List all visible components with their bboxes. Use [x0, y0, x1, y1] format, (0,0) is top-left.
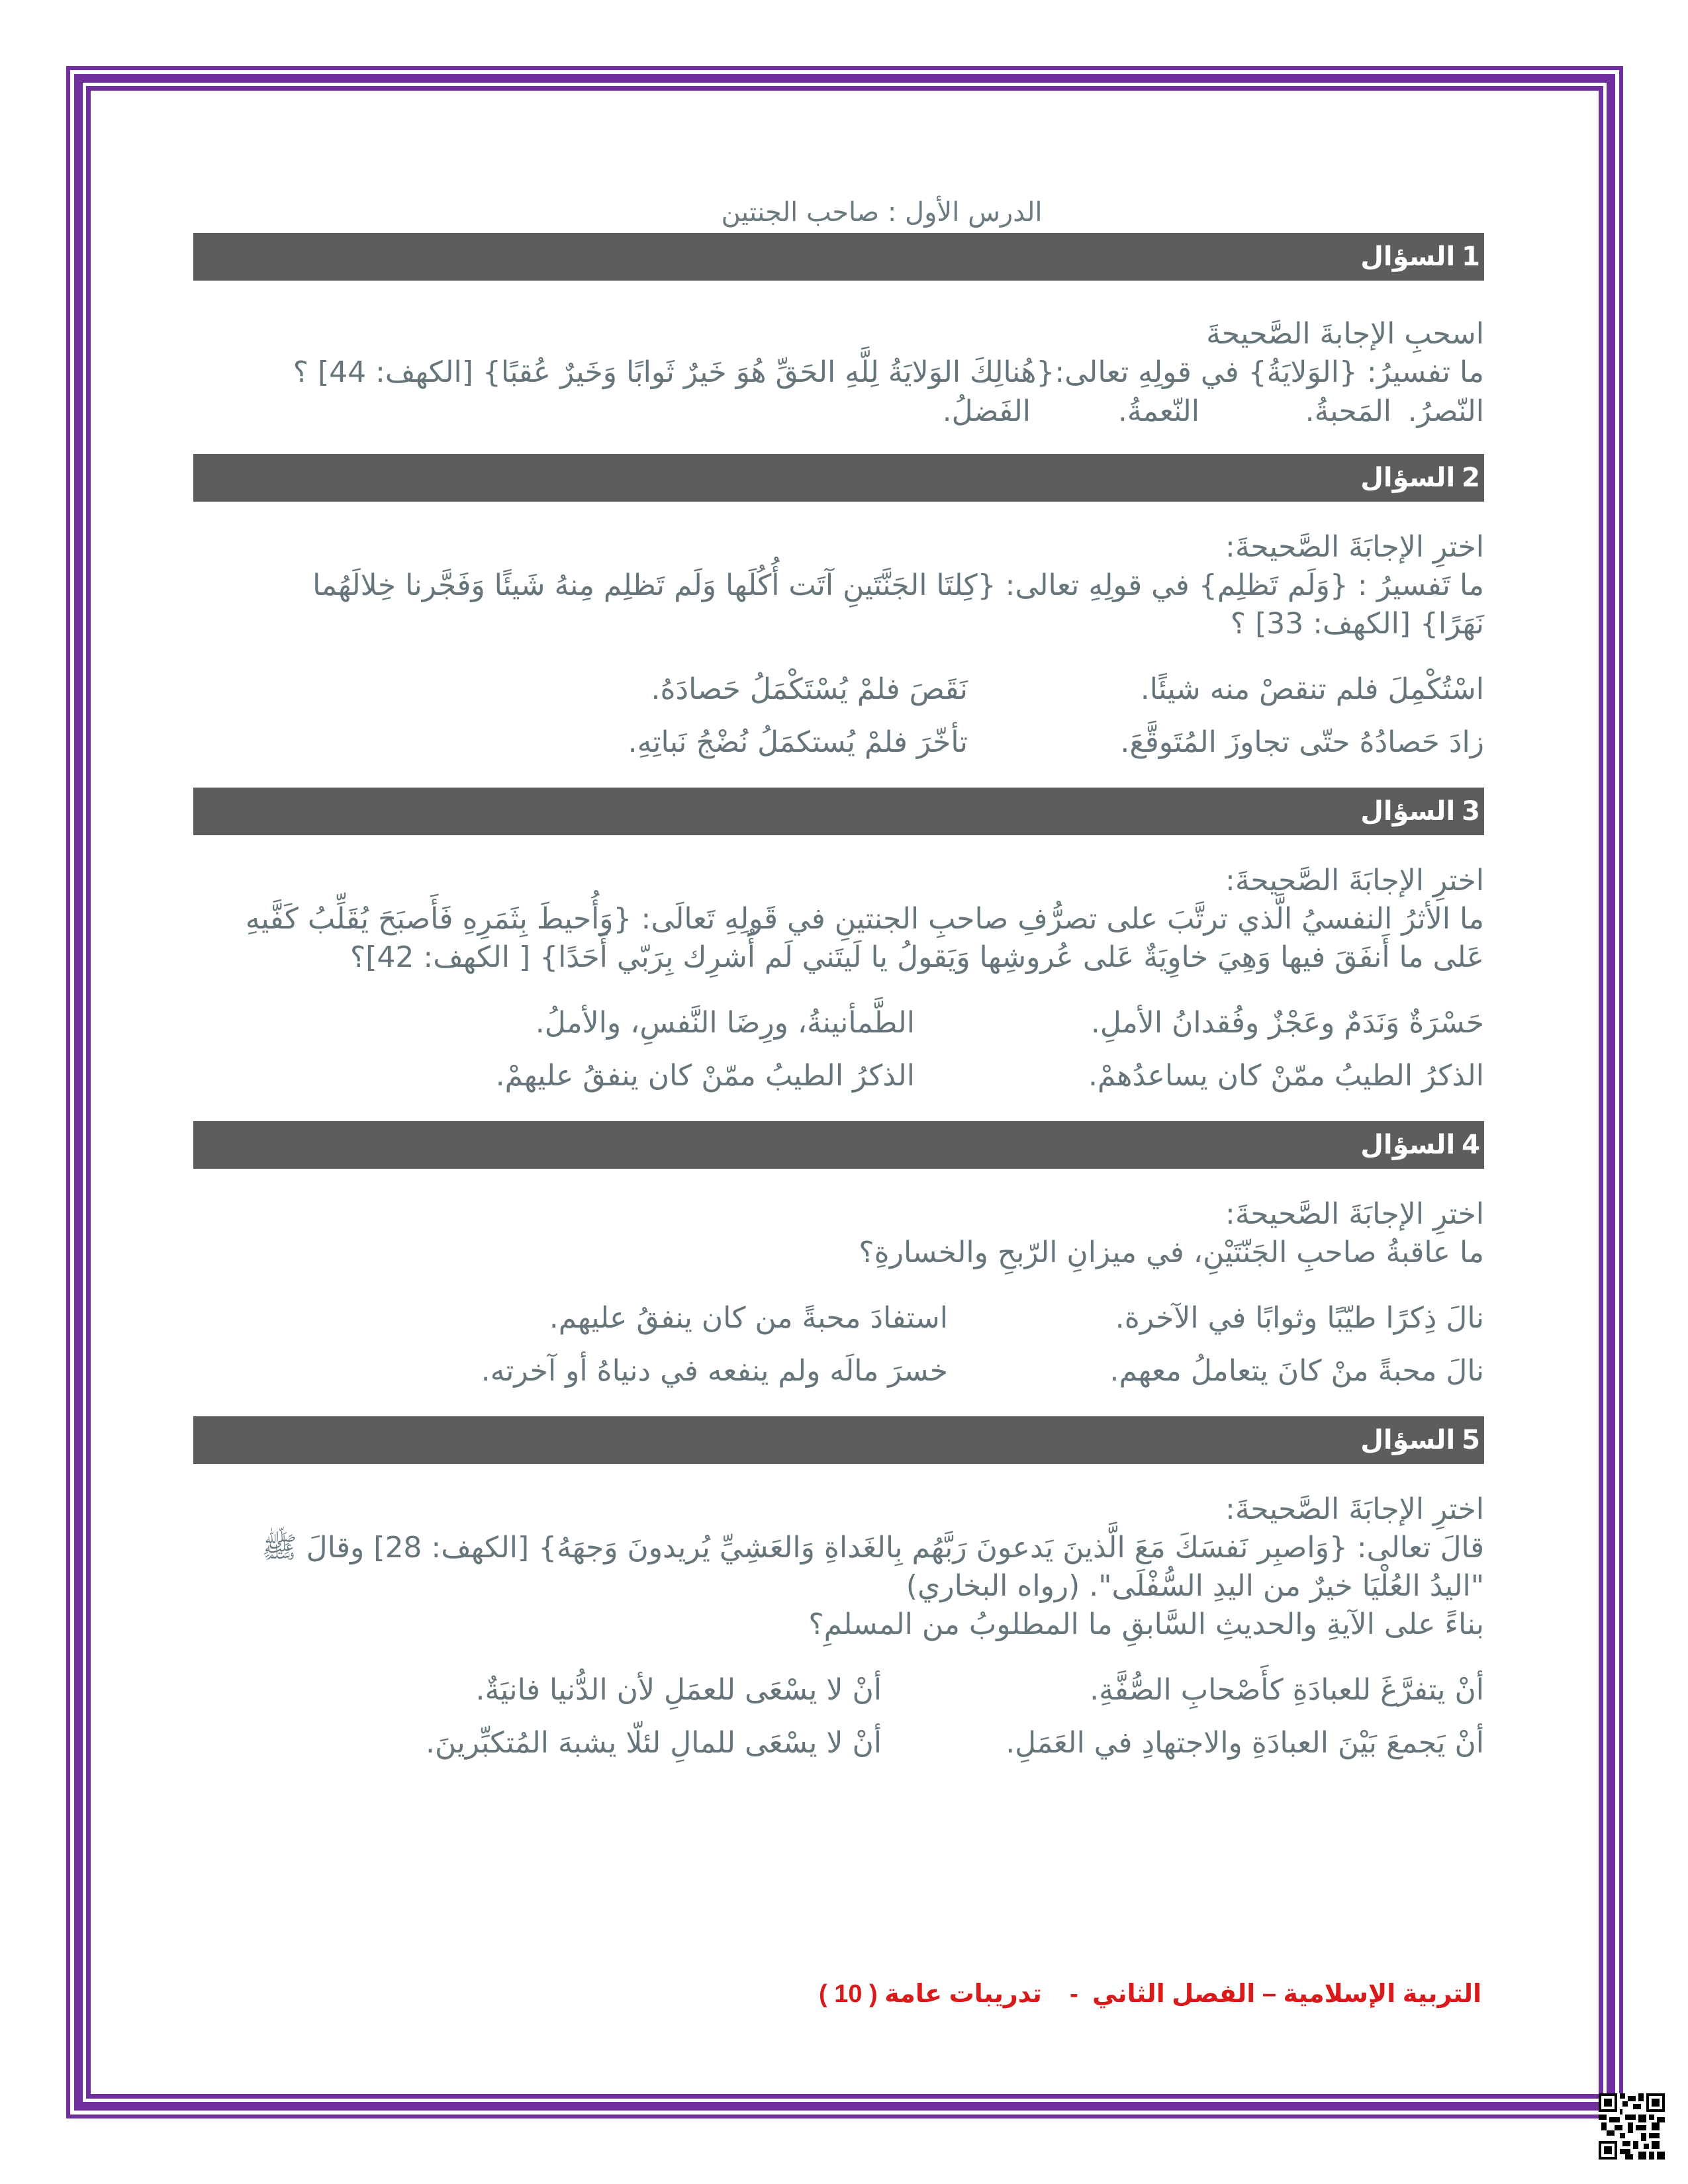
stem-line: "اليدُ العُلْيَا خيرٌ من اليدِ السُّفْلَى". (رواه البخاري) — [906, 1569, 1484, 1603]
answer-options — [193, 1003, 1484, 1096]
question-stem — [193, 353, 1484, 392]
answer-option[interactable]: نالَ ذِكرًا طيّبًا وثوابًا في الآخرة. — [1115, 1301, 1484, 1335]
answer-option[interactable]: أنْ لا يسْعَى للمالِ لئلّا يشبهَ المُتكبِّرينَ. — [426, 1726, 882, 1760]
question-header — [193, 454, 1484, 502]
answer-options — [193, 1298, 1484, 1391]
qr-code-icon[interactable] — [1599, 2093, 1665, 2160]
question-4 — [193, 1121, 1484, 1391]
stem-line: نَهَرًا} [الكهف: 33] ؟ — [1230, 607, 1484, 641]
stem-line: ما تَفسيرُ : {وَلَم تَظلِم} في قولِهِ تعالى: {كِلتَا الجَنَّتَينِ آتَت أُكُلَها وَلَم تَظلِم مِنهُ شَيئًا وَفَجَّرنا خِلالَهُما — [312, 569, 1484, 602]
answer-option[interactable]: اسْتُكْمِلَ فلم تنقصْ منه شيئًا. — [1140, 672, 1484, 706]
question-label: السؤال — [1360, 242, 1456, 272]
stem-line: ما الأثرُ النفسيُ الَّذي ترتَّبَ على تصرُّفِ صاحبِ الجنتينِ في قَولِهِ تَعالَى: {وَأُحيطَ بِثَمَرِهِ فَأَصبَحَ يُقَلِّبُ كَفَّيهِ — [245, 902, 1484, 936]
answer-options — [193, 670, 1484, 762]
draggable-options — [193, 392, 1484, 432]
question-3 — [193, 788, 1484, 1096]
question-header — [193, 1121, 1484, 1169]
answer-option[interactable]: زادَ حَصادُهُ حتّى تجاوزَ المُتَوقَّعَ. — [1120, 725, 1484, 759]
question-instruction: اخترِ الإجابَةَ الصَّحيحةَ: — [1225, 530, 1484, 564]
question-stem — [193, 567, 1484, 643]
question-instruction: اخترِ الإجابَةَ الصَّحيحةَ: — [1225, 864, 1484, 897]
question-number: 5 — [1462, 1425, 1480, 1455]
answer-options — [193, 1670, 1484, 1763]
option-draggable[interactable]: الفَضلُ. — [942, 394, 1031, 428]
question-label: السؤال — [1360, 1425, 1456, 1455]
answer-option[interactable]: الذكرُ الطيبُ ممّنْ كان ينفقُ عليهمْ. — [495, 1059, 915, 1093]
question-stem — [193, 1529, 1484, 1644]
question-header — [193, 233, 1484, 281]
question-instruction: اخترِ الإجابَةَ الصَّحيحةَ: — [1225, 1197, 1484, 1231]
stem-line: ما عاقبةُ صاحبِ الجَنّتَيْنِ، في ميزانِ الرّبحِ والخسارةِ؟ — [859, 1236, 1484, 1269]
question-label: السؤال — [1360, 796, 1456, 827]
answer-option[interactable]: الذكرُ الطيبُ ممّنْ كان يساعدُهمْ. — [1088, 1059, 1484, 1093]
page-footer: التربية الإسلامية – الفصل الثاني - تدريبات عامة ( 10 ) — [818, 1980, 1481, 2008]
stem-line: عَلى ما أَنفَقَ فيها وَهِيَ خاوِيَةٌ عَلى عُروشِها وَيَقولُ يا لَيتَني لَم أُشرِك بِرَبّي أَحَدًا} [ الكهف: 42]؟ — [350, 940, 1484, 974]
stem-line: ما تفسيرُ: {الوَلايَةُ} في قولِهِ تعالى:{هُنالِكَ الوَلايَةُ لِلَّهِ الحَقِّ هُوَ خَيرٌ ثَوابًا وَخَيرٌ عُقبًا} [الكهف: 44] ؟ — [293, 355, 1484, 389]
answer-option[interactable]: تأخّرَ فلمْ يُستكمَلُ نُضْجُ نَباتِهِ. — [628, 725, 968, 759]
stem-line: قالَ تعالى: {وَاصبِر نَفسَكَ مَعَ الَّذينَ يَدعونَ رَبَّهُم بِالغَداةِ وَالعَشِيِّ يُريدونَ وَجهَهُ} [الكهف: 28] وقالَ ﷺ — [261, 1531, 1484, 1565]
question-label: السؤال — [1360, 463, 1456, 493]
option-draggable[interactable]: النّصرُ. — [1407, 394, 1484, 428]
answer-option[interactable]: نَقَصَ فلمْ يُسْتَكْمَلُ حَصادَهُ. — [651, 672, 968, 706]
answer-option[interactable]: أنْ يتفرَّغَ للعبادَةِ كأَصْحابِ الصُّفَّةِ. — [1090, 1673, 1484, 1707]
question-5 — [193, 1416, 1484, 1763]
answer-option[interactable]: نالَ محبةً منْ كانَ يتعاملُ معهم. — [1109, 1354, 1484, 1388]
answer-option[interactable]: أنْ لا يسْعَى للعمَلِ لأن الدُّنيا فانيَةٌ. — [475, 1673, 882, 1707]
answer-option[interactable]: استفادَ محبةً من كان ينفقُ عليهم. — [549, 1301, 948, 1335]
question-number: 2 — [1462, 463, 1480, 493]
stem-line: بناءً على الآيةِ والحديثِ السَّابقِ ما المطلوبُ من المسلمِ؟ — [808, 1608, 1484, 1641]
answer-option[interactable]: أنْ يَجمعَ بَيْنَ العبادَةِ والاجتهادِ في العَمَلِ. — [1006, 1726, 1484, 1760]
worksheet-page — [193, 192, 1484, 1788]
question-2 — [193, 454, 1484, 762]
question-header — [193, 1416, 1484, 1464]
question-1 — [193, 233, 1484, 454]
question-number: 3 — [1462, 796, 1480, 827]
answer-option[interactable]: خسرَ مالَه ولم ينفعه في دنياهُ أو آخرته. — [481, 1354, 948, 1388]
lesson-title: الدرس الأول : صاحب الجنتين — [721, 197, 1043, 228]
question-instruction: اخترِ الإجابَةَ الصَّحيحةَ: — [1225, 1492, 1484, 1526]
answer-option[interactable]: الطَّمأنينةُ، ورِضَا النَّفسِ، والأملُ. — [535, 1006, 915, 1040]
question-number: 1 — [1462, 242, 1480, 272]
question-number: 4 — [1462, 1130, 1480, 1160]
question-label: السؤال — [1360, 1130, 1456, 1160]
question-instruction: اسحبِ الإجابةَ الصَّحيحةَ — [1206, 317, 1484, 351]
option-draggable[interactable]: المَحبةُ. — [1305, 394, 1391, 428]
question-stem — [193, 1234, 1484, 1272]
option-draggable[interactable]: النّعمةُ. — [1117, 394, 1199, 428]
question-header — [193, 788, 1484, 835]
answer-option[interactable]: حَسْرَةٌ وَنَدَمٌ وعَجْزٌ وفُقدانُ الأملِ. — [1090, 1006, 1484, 1040]
question-stem — [193, 900, 1484, 977]
